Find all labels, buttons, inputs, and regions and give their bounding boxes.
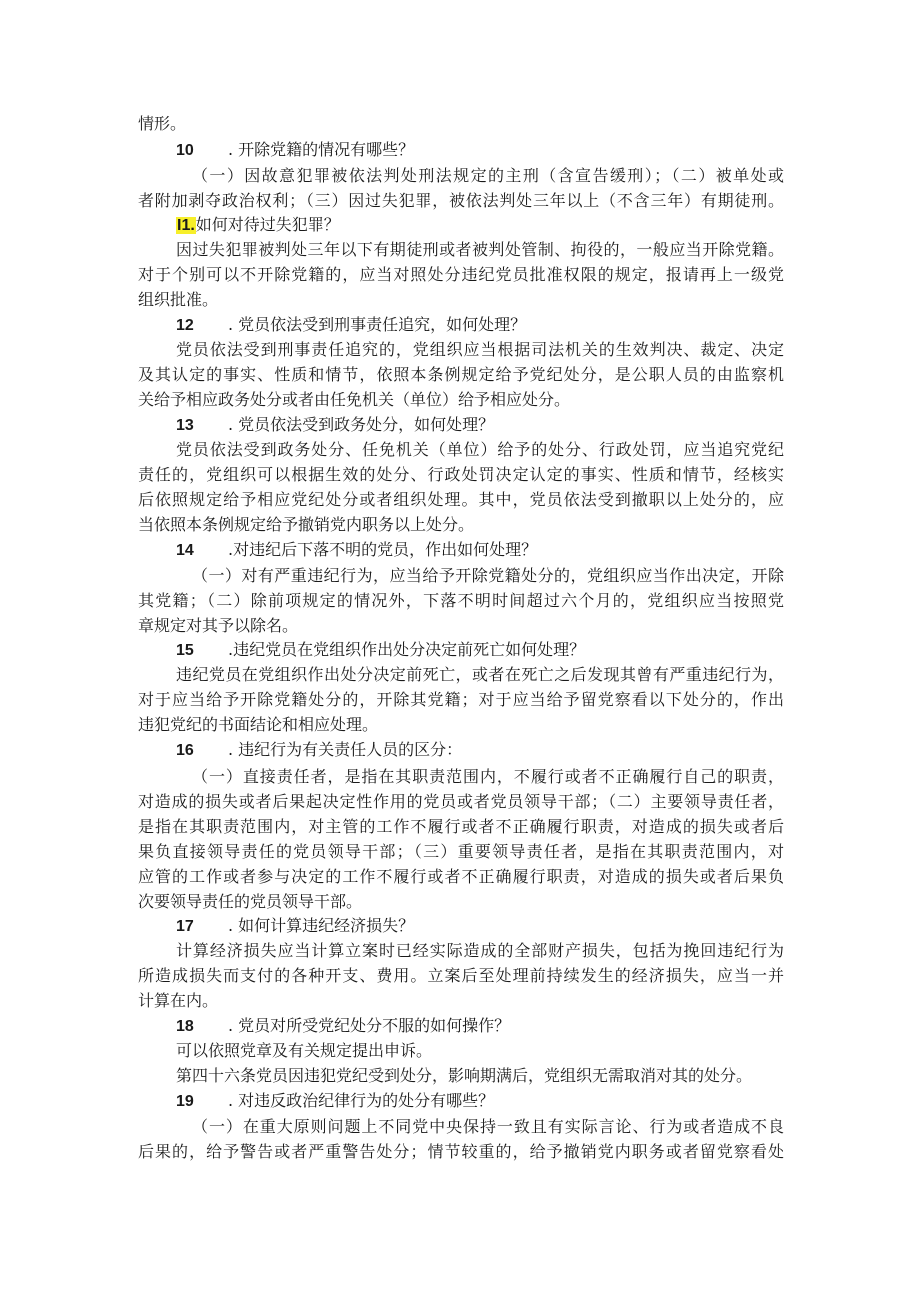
text-line: 应管的工作或者参与决定的工作不履行或者不正确履行职责，对造成的损失或者后果负 xyxy=(138,867,784,886)
question-13 xyxy=(176,413,784,438)
question-text: . 违纪行为有关责任人员的区分： xyxy=(228,740,463,759)
question-15 xyxy=(176,638,784,663)
text-line: 因过失犯罪被判处三年以下有期徒刑或者被判处管制、拘役的，一般应当开除党籍。 xyxy=(176,240,784,259)
question-number: 19 xyxy=(176,1093,194,1110)
question-number: 13 xyxy=(176,417,194,434)
text-line: 章规定对其予以除名。 xyxy=(138,616,299,635)
question-16 xyxy=(176,738,784,763)
text-line: 对造成的损失或者后果起决定性作用的党员或者党员领导干部；（二）主要领导责任者， xyxy=(138,792,784,811)
question-text: . 党员依法受到政务处分，如何处理？ xyxy=(228,415,495,434)
question-12 xyxy=(176,313,784,338)
text-line: 党员依法受到刑事责任追究的，党组织应当根据司法机关的生效判决、裁定、决定 xyxy=(176,340,784,359)
question-text: . 党员依法受到刑事责任追究，如何处理？ xyxy=(228,315,527,334)
question-text: 如何对待过失犯罪？ xyxy=(195,215,340,234)
text-line: （一）在重大原则问题上不同党中央保持一致且有实际言论、行为或者造成不良 xyxy=(192,1117,784,1136)
text-line: 对于应当给予开除党籍处分的，开除其党籍；对于应当给予留党察看以下处分的，作出 xyxy=(138,690,784,709)
text-line: 次要领导责任的党员领导干部。 xyxy=(138,892,363,911)
question-number: 14 xyxy=(176,542,194,559)
text-line: 情形。 xyxy=(138,114,187,133)
question-19 xyxy=(176,1089,784,1114)
question-text: . 党员对所受党纪处分不服的如何操作？ xyxy=(228,1016,511,1035)
text-line: 者附加剥夺政治权利；（三）因过失犯罪，被依法判处三年以上（不含三年）有期徒刑。 xyxy=(138,191,784,210)
text-line: 可以依照党章及有关规定提出申诉。 xyxy=(176,1041,433,1060)
question-17 xyxy=(176,914,784,939)
text-line: （一）直接责任者，是指在其职责范围内，不履行或者不正确履行自己的职责， xyxy=(192,767,784,786)
question-14 xyxy=(176,538,784,563)
question-text: .对违纪后下落不明的党员，作出如何处理？ xyxy=(228,540,538,559)
text-line: （一）对有严重违纪行为，应当给予开除党籍处分的，党组织应当作出决定，开除 xyxy=(192,566,784,585)
question-18 xyxy=(176,1014,784,1039)
text-line: 所造成损失而支付的各种开支、费用。立案后至处理前持续发生的经济损失，应当一并 xyxy=(138,966,784,985)
text-line: 后依照规定给予相应党纪处分或者组织处理。其中，党员依法受到撤职以上处分的，应 xyxy=(138,490,784,509)
text-line: 违纪党员在党组织作出处分决定前死亡，或者在死亡之后发现其曾有严重违纪行为， xyxy=(176,665,784,684)
text-line: 对于个别可以不开除党籍的，应当对照处分违纪党员批准权限的规定，报请再上一级党 xyxy=(138,265,784,284)
text-line: 责任的，党组织可以根据生效的处分、行政处罚决定认定的事实、性质和情节，经核实 xyxy=(138,465,784,484)
question-text: . 开除党籍的情况有哪些？ xyxy=(228,140,415,159)
text-line: （一）因故意犯罪被依法判处刑法规定的主刑（含宣告缓刑）；（二）被单处或 xyxy=(192,166,784,185)
text-line: 党员依法受到政务处分、任免机关（单位）给予的处分、行政处罚，应当追究党纪 xyxy=(176,440,784,459)
text-line: 是指在其职责范围内，对主管的工作不履行或者不正确履行职责，对造成的损失或者后 xyxy=(138,817,784,836)
text-line: 违犯党纪的书面结论和相应处理。 xyxy=(138,715,379,734)
text-line: 计算经济损失应当计算立案时已经实际造成的全部财产损失，包括为挽回违纪行为 xyxy=(176,941,784,960)
question-10 xyxy=(176,138,784,163)
question-number: 10 xyxy=(176,142,194,159)
question-text: . 对违反政治纪律行为的处分有哪些？ xyxy=(228,1091,495,1110)
text-line: 计算在内。 xyxy=(138,991,219,1010)
question-number: 18 xyxy=(176,1018,194,1035)
text-line: 后果的，给予警告或者严重警告处分；情节较重的，给予撤销党内职务或者留党察看处 xyxy=(138,1142,784,1161)
question-text: .违纪党员在党组织作出处分决定前死亡如何处理？ xyxy=(228,640,586,659)
highlighted-question-number: I1. xyxy=(177,217,195,234)
question-text: . 如何计算违纪经济损失？ xyxy=(228,916,415,935)
question-number: 17 xyxy=(176,918,194,935)
question-number: 16 xyxy=(176,742,194,759)
question-number: 15 xyxy=(176,642,194,659)
question-number: 12 xyxy=(176,317,194,334)
text-line: 其党籍；（二）除前项规定的情况外，下落不明时间超过六个月的，党组织应当按照党 xyxy=(138,591,784,610)
text-line: 第四十六条党员因违犯党纪受到处分，影响期满后，党组织无需取消对其的处分。 xyxy=(176,1066,753,1085)
text-line: 组织批准。 xyxy=(138,290,219,309)
question-11 xyxy=(176,213,784,238)
text-line: 当依照本条例规定给予撤销党内职务以上处分。 xyxy=(138,515,475,534)
text-line: 关给予相应政务处分或者由任免机关（单位）给予相应处分。 xyxy=(138,390,571,409)
text-line: 及其认定的事实、性质和情节，依照本条例规定给予党纪处分，是公职人员的由监察机 xyxy=(138,365,784,384)
text-line: 果负直接领导责任的党员领导干部；（三）重要领导责任者，是指在其职责范围内，对 xyxy=(138,842,784,861)
